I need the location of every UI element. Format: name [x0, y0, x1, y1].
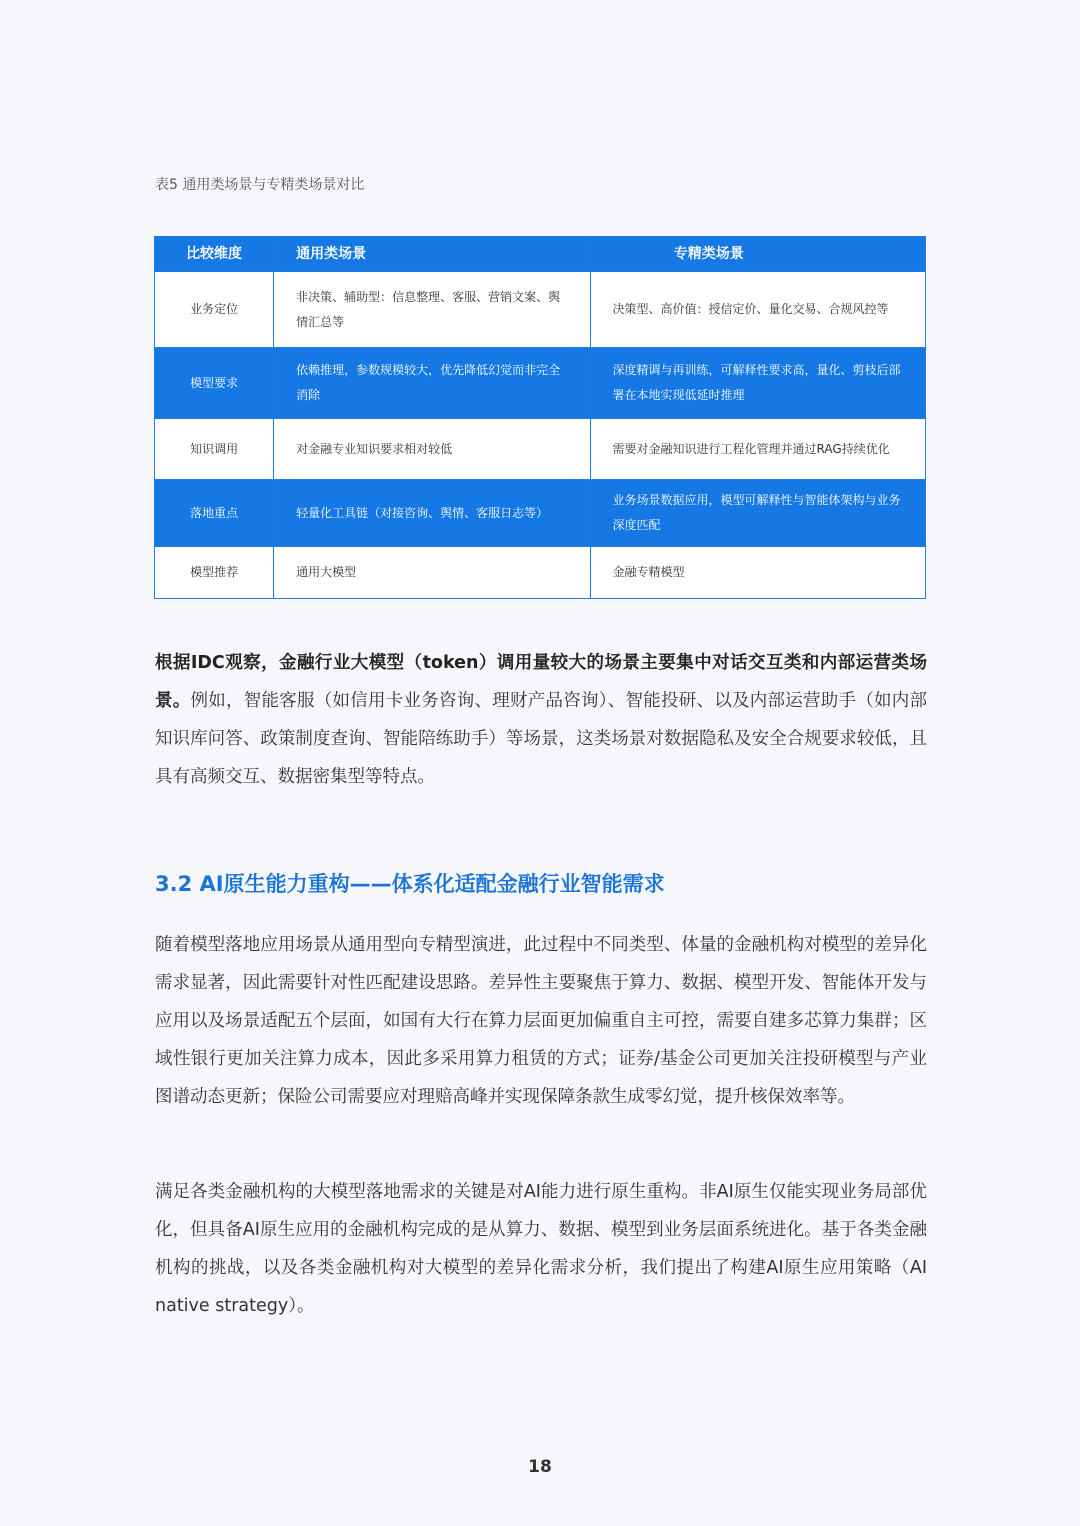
header-dimension: 比较维度	[155, 237, 274, 272]
table-row	[155, 547, 926, 599]
row-dimension: 知识调用	[155, 419, 274, 480]
row-general: 依赖推理，参数规模较大，优先降低幻觉而非完全消除	[274, 348, 590, 419]
section-heading: 3.2 AI原生能力重构——体系化适配金融行业智能需求	[155, 872, 665, 896]
row-general: 通用大模型	[274, 547, 590, 599]
row-special: 金融专精模型	[590, 547, 925, 599]
row-general: 非决策、辅助型：信息整理、客服、营销文案、舆情汇总等	[274, 272, 590, 348]
header-special: 专精类场景	[590, 237, 925, 272]
header-general: 通用类场景	[274, 237, 590, 272]
row-special: 业务场景数据应用，模型可解释性与智能体架构与业务深度匹配	[590, 480, 925, 547]
row-dimension: 落地重点	[155, 480, 274, 547]
table-caption: 表5 通用类场景与专精类场景对比	[155, 177, 365, 193]
row-dimension: 模型推荐	[155, 547, 274, 599]
row-special: 需要对金融知识进行工程化管理并通过RAG持续优化	[590, 419, 925, 480]
observation-paragraph	[155, 644, 927, 796]
row-dimension: 业务定位	[155, 272, 274, 348]
table-row	[155, 480, 926, 547]
table-header-row	[155, 237, 926, 272]
table-row	[155, 348, 926, 419]
table-row	[155, 419, 926, 480]
row-special: 决策型、高价值：授信定价、量化交易、合规风控等	[590, 272, 925, 348]
comparison-table	[154, 236, 926, 599]
observation-lead: 根据IDC观察，金融行业大模型（token）调用量较大的场景主要集中对话交互类和内部运营类场景。	[155, 653, 927, 711]
row-special: 深度精调与再训练，可解释性要求高，量化、剪枝后部署在本地实现低延时推理	[590, 348, 925, 419]
body-paragraph-1: 随着模型落地应用场景从通用型向专精型演进，此过程中不同类型、体量的金融机构对模型的差异化需求显著，因此需要针对性匹配建设思路。差异性主要聚焦于算力、数据、模型开发、智能体开发与应用以及场景适配五个层面，如国有大行在算力层面更加偏重自主可控，需要自建多芯算力集群；区域性银行更加关注算力成本，因此多采用算力租赁的方式；证券/基金公司更加关注投研模型与产业图谱动态更新；保险公司需要应对理赔高峰并实现保障条款生成零幻觉，提升核保效率等。	[155, 935, 927, 1107]
row-dimension: 模型要求	[155, 348, 274, 419]
row-general: 对金融专业知识要求相对较低	[274, 419, 590, 480]
table-row	[155, 272, 926, 348]
page-number: 18	[528, 1457, 552, 1477]
row-general: 轻量化工具链（对接咨询、舆情、客服日志等）	[274, 480, 590, 547]
observation-body: 例如，智能客服（如信用卡业务咨询、理财产品咨询）、智能投研、以及内部运营助手（如内部知识库问答、政策制度查询、智能陪练助手）等场景，这类场景对数据隐私及安全合规要求较低，且具有高频交互、数据密集型等特点。	[155, 691, 927, 787]
body-paragraph-2: 满足各类金融机构的大模型落地需求的关键是对AI能力进行原生重构。非AI原生仅能实现业务局部优化，但具备AI原生应用的金融机构完成的是从算力、数据、模型到业务层面系统进化。基于各类金融机构的挑战，以及各类金融机构对大模型的差异化需求分析，我们提出了构建AI原生应用策略（AI native strategy）。	[155, 1182, 927, 1316]
